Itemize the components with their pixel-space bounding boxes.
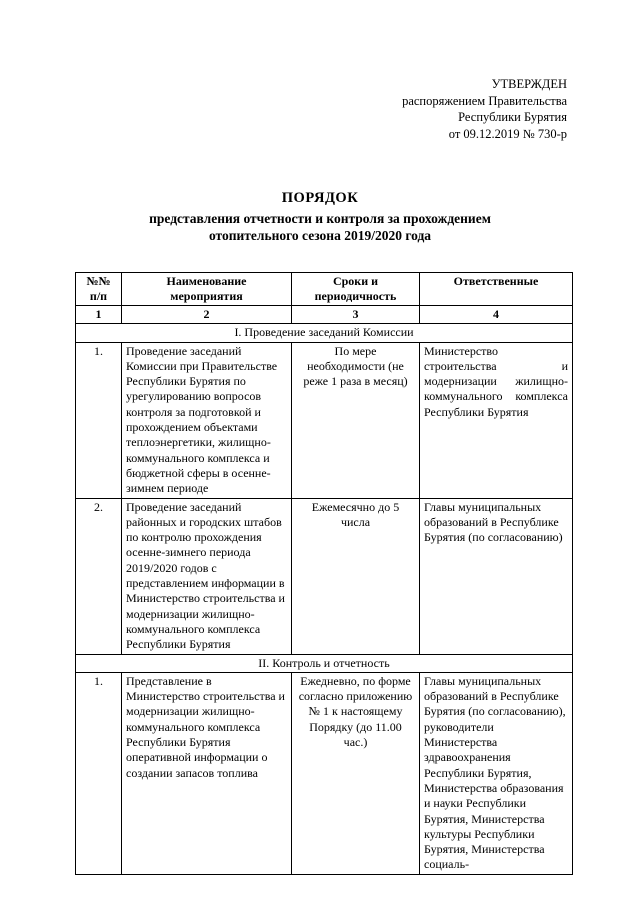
table-row [76, 342, 573, 498]
title-subtitle-2: отопительного сезона 2019/2020 года [208, 228, 432, 243]
procedure-table [75, 272, 573, 875]
header-name-line2: мероприятия [170, 289, 243, 303]
header-schedule-line1: Сроки и [332, 274, 379, 288]
column-number: 4 [420, 306, 573, 324]
row-schedule: По мере необходимости (не реже 1 раза в месяц) [292, 342, 420, 498]
header-schedule-line2: периодичность [314, 289, 397, 303]
row-number: 1. [76, 672, 122, 874]
row-schedule: Ежемесячно до 5 числа [292, 498, 420, 654]
header-name [122, 273, 292, 306]
table-row [76, 672, 573, 874]
column-number-row [76, 306, 573, 324]
section-2-title: II. Контроль и отчетность [76, 654, 573, 672]
column-number: 3 [292, 306, 420, 324]
header-number [76, 273, 122, 306]
title-main: ПОРЯДОК [281, 190, 359, 206]
title-subtitle-1: представления отчетности и контроля за прохождением [149, 211, 491, 226]
approval-label: УТВЕРЖДЕН [491, 77, 567, 91]
approval-date-number: от 09.12.2019 № 730-р [448, 126, 567, 141]
section-1-title: I. Проведение заседаний Комиссии [76, 324, 573, 342]
table-row [76, 498, 573, 654]
row-number: 2. [76, 498, 122, 654]
header-responsible [420, 273, 573, 306]
document-title [60, 190, 580, 244]
approval-stamp [402, 76, 567, 142]
header-number-line2: п/п [89, 289, 108, 303]
table-header-row [76, 273, 573, 306]
header-schedule [292, 273, 420, 306]
row-activity: Проведение заседаний районных и городских штабов по контролю прохождения осенне-зимнего периода 2019/2020 годов с представлением информации в Министерство строительства и модернизации жилищно-коммунального комплекса Республики Бурятия [122, 498, 292, 654]
column-number: 1 [76, 306, 122, 324]
header-responsible-text: Ответственные [453, 274, 539, 288]
row-responsible: Главы муниципальных образований в Республике Бурятия (по согласованию), руководители Министерства здравоохранения Республики Бурятия, Министерства образования и науки Республики Бурятия, Министерства культуры Республики Бурятия, Министерства социаль- [420, 672, 573, 874]
header-name-line1: Наименование [166, 274, 247, 288]
row-number: 1. [76, 342, 122, 498]
row-schedule: Ежедневно, по форме согласно приложению № 1 к настоящему Порядку (до 11.00 час.) [292, 672, 420, 874]
section-heading-row [76, 654, 573, 672]
row-activity: Представление в Министерство строительства и модернизации жилищно-коммунального комплекса Республики Бурятия оперативной информации о создании запасов топлива [122, 672, 292, 874]
row-responsible: Главы муниципальных образований в Республике Бурятия (по согласованию) [420, 498, 573, 654]
row-responsible: Министерство строительства и модернизации жилищно-коммунального комплекса Республики Бурятия [420, 342, 573, 498]
column-number: 2 [122, 306, 292, 324]
approval-republic: Республики Бурятия [458, 110, 567, 124]
row-activity: Проведение заседаний Комиссии при Правительстве Республики Бурятия по урегулированию вопросов контроля за подготовкой и прохождением объектами теплоэнергетики, жилищно-коммунального комплекса и бюджетной сферы в осенне-зимнем периоде [122, 342, 292, 498]
section-heading-row [76, 324, 573, 342]
approval-decree: распоряжением Правительства [402, 93, 567, 108]
header-number-line1: №№ [86, 274, 111, 288]
